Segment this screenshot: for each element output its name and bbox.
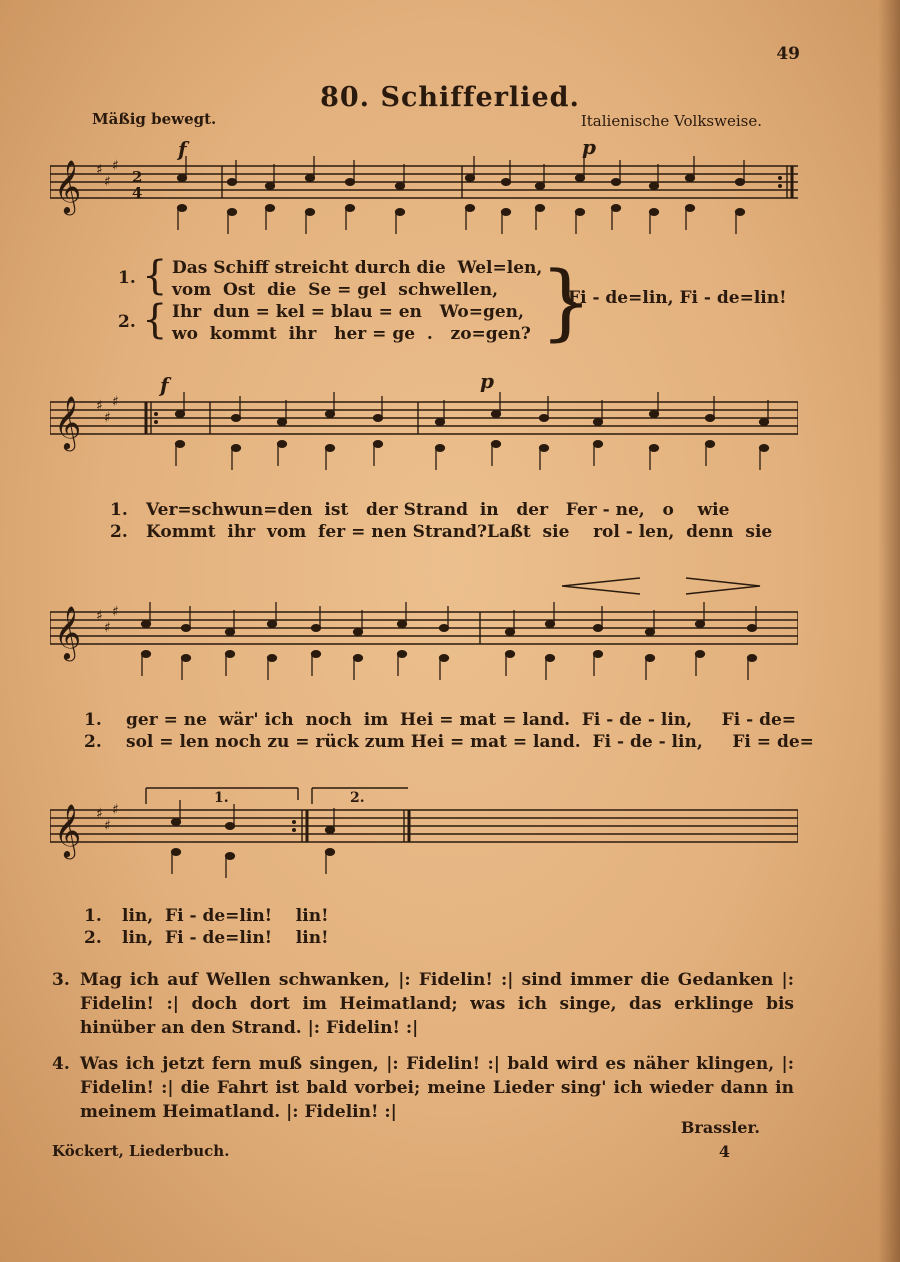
note-head bbox=[266, 205, 275, 212]
note-head bbox=[436, 419, 445, 426]
svg-text:4: 4 bbox=[132, 184, 143, 202]
note-head bbox=[492, 411, 501, 418]
note-head bbox=[760, 445, 769, 452]
note-head bbox=[594, 651, 603, 658]
note-head bbox=[440, 655, 449, 662]
verse1-line2: vom Ost die Se = gel schwellen, bbox=[172, 280, 499, 300]
note-head bbox=[398, 621, 407, 628]
svg-text:♯: ♯ bbox=[104, 818, 111, 834]
note-head bbox=[326, 445, 335, 452]
verse-number-1: 1. bbox=[118, 268, 136, 288]
page-edge-shadow bbox=[878, 0, 900, 1262]
note-head bbox=[176, 411, 185, 418]
staff4-verse1-number: 1. bbox=[84, 906, 102, 926]
note-head bbox=[326, 827, 335, 834]
note-head bbox=[278, 441, 287, 448]
note-head bbox=[760, 419, 769, 426]
note-head bbox=[312, 651, 321, 658]
note-head bbox=[172, 819, 181, 826]
note-head bbox=[374, 415, 383, 422]
svg-text:𝄞: 𝄞 bbox=[54, 803, 82, 857]
svg-text:♯: ♯ bbox=[112, 802, 119, 818]
staff3-verse2-number: 2. bbox=[84, 732, 102, 752]
stanza-4 bbox=[52, 1052, 794, 1124]
svg-text:♯: ♯ bbox=[96, 398, 103, 414]
note-head bbox=[182, 655, 191, 662]
song-title: 80. Schifferlied. bbox=[320, 82, 580, 113]
note-head bbox=[278, 419, 287, 426]
svg-text:♯: ♯ bbox=[112, 604, 119, 620]
note-head bbox=[232, 445, 241, 452]
refrain-text: Fi - de=lin, Fi - de=lin! bbox=[568, 288, 787, 308]
note-head bbox=[536, 205, 545, 212]
note-head bbox=[686, 205, 695, 212]
note-head bbox=[354, 655, 363, 662]
note-head bbox=[398, 651, 407, 658]
music-staff-3 bbox=[50, 572, 798, 702]
note-head bbox=[142, 651, 151, 658]
note-head bbox=[396, 209, 405, 216]
note-head bbox=[268, 655, 277, 662]
note-head bbox=[546, 621, 555, 628]
closing-brace: } bbox=[540, 255, 593, 350]
music-staff-4 bbox=[50, 780, 798, 900]
note-head bbox=[346, 205, 355, 212]
note-head bbox=[540, 445, 549, 452]
note-head bbox=[576, 175, 585, 182]
note-head bbox=[612, 179, 621, 186]
note-head bbox=[696, 621, 705, 628]
note-head bbox=[594, 625, 603, 632]
note-head bbox=[182, 625, 191, 632]
note-head bbox=[466, 205, 475, 212]
note-head bbox=[706, 441, 715, 448]
note-head bbox=[306, 175, 315, 182]
note-head bbox=[650, 209, 659, 216]
note-head bbox=[502, 209, 511, 216]
note-head bbox=[226, 853, 235, 860]
note-head bbox=[696, 651, 705, 658]
note-head bbox=[176, 441, 185, 448]
note-head bbox=[312, 625, 321, 632]
note-head bbox=[686, 175, 695, 182]
stanza-3-number: 3. bbox=[52, 970, 70, 990]
staff4-verse2-lyrics: lin, Fi - de=lin! lin! bbox=[122, 928, 329, 948]
volta-1: 1. bbox=[214, 790, 229, 806]
note-head bbox=[436, 445, 445, 452]
svg-text:𝄞: 𝄞 bbox=[54, 395, 82, 449]
staff4-verse1-lyrics: lin, Fi - de=lin! lin! bbox=[122, 906, 329, 926]
music-staff-1 bbox=[50, 136, 798, 246]
note-head bbox=[226, 823, 235, 830]
note-head bbox=[502, 179, 511, 186]
note-head bbox=[178, 175, 187, 182]
tempo-marking: Mäßig bewegt. bbox=[92, 110, 217, 128]
staff4-verse2-number: 2. bbox=[84, 928, 102, 948]
song-origin: Italienische Volksweise. bbox=[580, 112, 762, 130]
page-number: 49 bbox=[776, 44, 800, 64]
footer-book-title: Köckert, Liederbuch. bbox=[52, 1142, 230, 1160]
note-head bbox=[228, 179, 237, 186]
note-head bbox=[706, 415, 715, 422]
note-head bbox=[172, 849, 181, 856]
note-head bbox=[506, 651, 515, 658]
staff2-verse2-number: 2. bbox=[110, 522, 128, 542]
note-head bbox=[228, 209, 237, 216]
note-head bbox=[142, 621, 151, 628]
staff3-verse2-lyrics: sol = len noch zu = rück zum Hei = mat = land. Fi - de - lin, Fi = de= bbox=[126, 732, 814, 752]
stanza-3-text: Mag ich auf Wellen schwanken, |: Fidelin! :| sind immer die Gedanken |: Fidelin! :| doch dort im Heimatland; was ich singe, das erklinge bis hinüber an den Strand. |: Fidelin! :| bbox=[80, 970, 794, 1038]
verse2-line1: Ihr dun = kel = blau = en Wo=gen, bbox=[172, 302, 524, 322]
note-head bbox=[178, 205, 187, 212]
note-head bbox=[536, 183, 545, 190]
note-head bbox=[268, 621, 277, 628]
note-head bbox=[650, 411, 659, 418]
staff3-verse1-lyrics: ger = ne wär' ich noch im Hei = mat = land. Fi - de - lin, Fi - de= bbox=[126, 710, 797, 730]
svg-text:♯: ♯ bbox=[112, 394, 119, 410]
note-head bbox=[576, 209, 585, 216]
staff2-verse1-number: 1. bbox=[110, 500, 128, 520]
note-head bbox=[226, 651, 235, 658]
svg-text:♯: ♯ bbox=[104, 174, 111, 190]
staff3-verse1-number: 1. bbox=[84, 710, 102, 730]
svg-text:♯: ♯ bbox=[96, 162, 103, 178]
svg-text:♯: ♯ bbox=[96, 806, 103, 822]
arranger-name: Brassler. bbox=[680, 1118, 760, 1137]
note-head bbox=[440, 625, 449, 632]
note-head bbox=[374, 441, 383, 448]
volta-2: 2. bbox=[350, 790, 365, 806]
note-head bbox=[612, 205, 621, 212]
note-head bbox=[646, 655, 655, 662]
note-head bbox=[594, 419, 603, 426]
note-head bbox=[506, 629, 515, 636]
note-head bbox=[650, 183, 659, 190]
piano-marking: p bbox=[582, 136, 596, 159]
svg-text:♯: ♯ bbox=[104, 410, 111, 426]
brace-1: { bbox=[142, 253, 168, 299]
forte-marking: f bbox=[178, 137, 187, 161]
note-head bbox=[748, 655, 757, 662]
stanza-3 bbox=[52, 968, 794, 1040]
note-head bbox=[396, 183, 405, 190]
verse1-line1: Das Schiff streicht durch die Wel=len, bbox=[172, 258, 543, 278]
note-head bbox=[226, 629, 235, 636]
stanza-4-text: Was ich jetzt fern muß singen, |: Fidelin! :| bald wird es näher klingen, |: Fidelin! :| die Fahrt ist bald vorbei; meine Lieder sing' ich wieder dann in meinem Heimatland. |: Fidelin! :| bbox=[80, 1054, 794, 1122]
forte-marking-2: f bbox=[160, 373, 169, 397]
note-head bbox=[266, 183, 275, 190]
note-head bbox=[650, 445, 659, 452]
svg-text:♯: ♯ bbox=[96, 608, 103, 624]
note-head bbox=[306, 209, 315, 216]
music-staff-2 bbox=[50, 368, 798, 488]
note-head bbox=[492, 441, 501, 448]
note-head bbox=[736, 209, 745, 216]
note-head bbox=[466, 175, 475, 182]
svg-text:𝄞: 𝄞 bbox=[54, 159, 82, 213]
stanza-4-number: 4. bbox=[52, 1054, 70, 1074]
verse-number-2: 2. bbox=[118, 312, 136, 332]
note-head bbox=[748, 625, 757, 632]
svg-text:♯: ♯ bbox=[112, 158, 119, 174]
note-head bbox=[646, 629, 655, 636]
note-head bbox=[540, 415, 549, 422]
note-head bbox=[326, 411, 335, 418]
note-head bbox=[354, 629, 363, 636]
verse2-line2: wo kommt ihr her = ge . zo=gen? bbox=[172, 324, 531, 344]
footer-signature: 4 bbox=[718, 1142, 730, 1161]
note-head bbox=[232, 415, 241, 422]
piano-marking-2: p bbox=[480, 369, 494, 393]
staff2-verse1-lyrics: Ver=schwun=den ist der Strand in der Fer - ne, o wie bbox=[146, 500, 730, 520]
brace-2: { bbox=[142, 297, 168, 343]
svg-text:2: 2 bbox=[132, 168, 143, 186]
note-head bbox=[546, 655, 555, 662]
note-head bbox=[736, 179, 745, 186]
staff2-verse2-lyrics: Kommt ihr vom fer = nen Strand?Laßt sie rol - len, denn sie bbox=[146, 522, 773, 542]
svg-text:𝄞: 𝄞 bbox=[54, 605, 82, 659]
svg-text:♯: ♯ bbox=[104, 620, 111, 636]
note-head bbox=[346, 179, 355, 186]
note-head bbox=[326, 849, 335, 856]
note-head bbox=[594, 441, 603, 448]
